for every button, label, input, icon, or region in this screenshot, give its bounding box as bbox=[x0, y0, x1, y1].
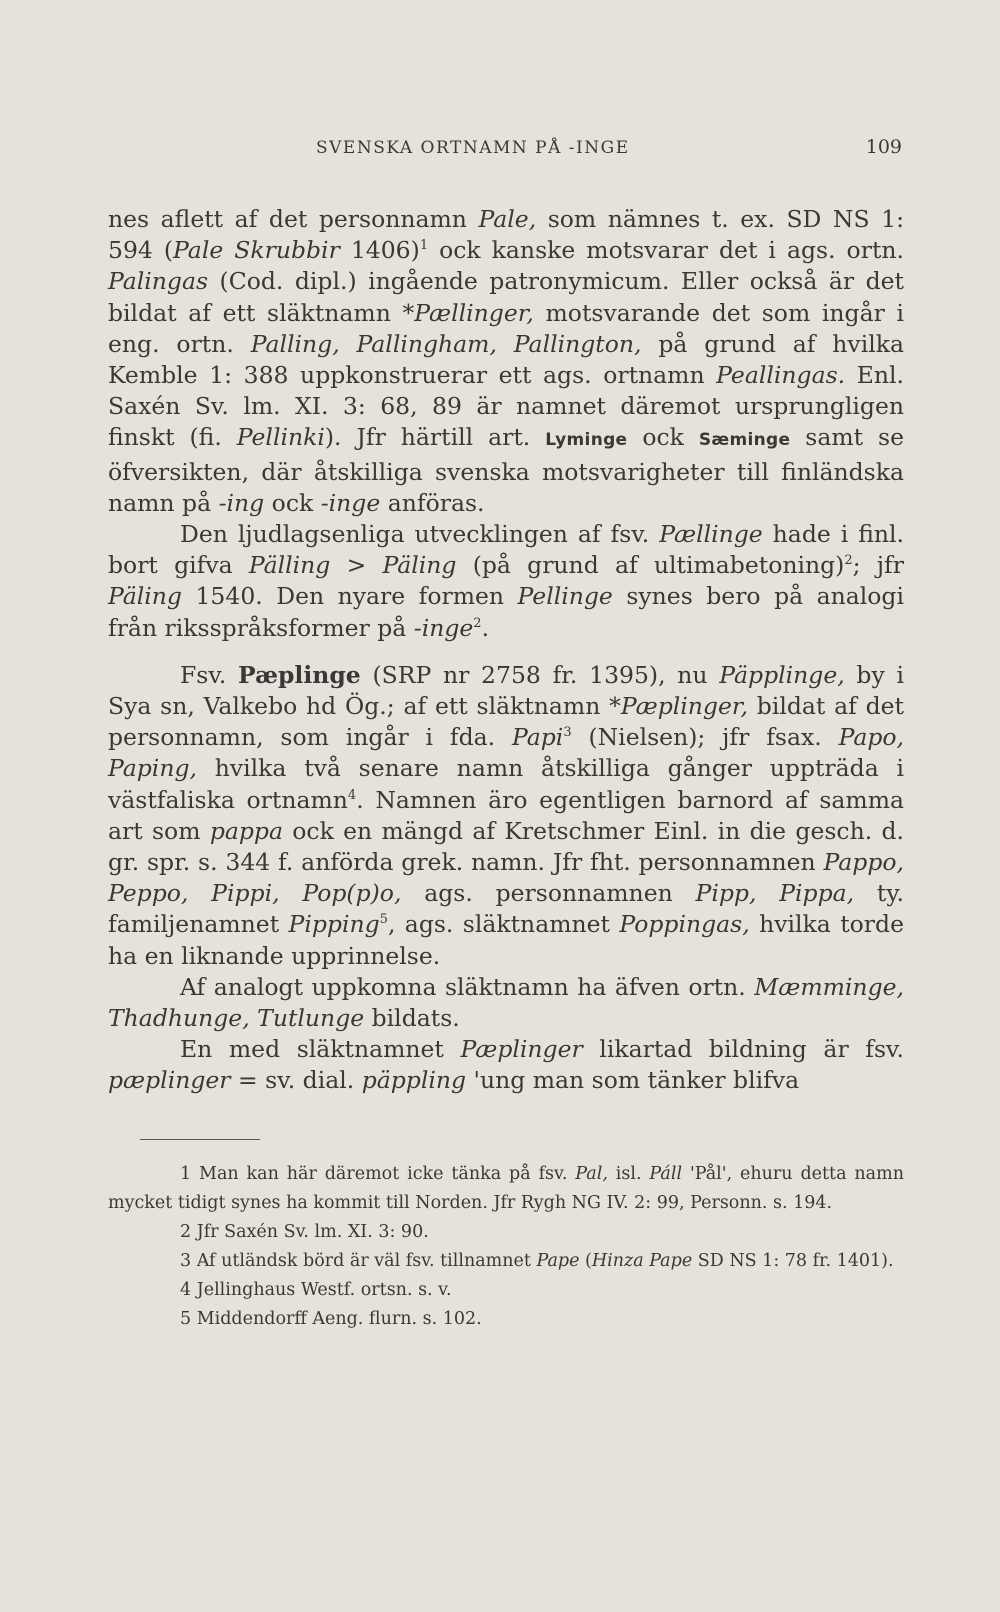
paragraph-analogt bbox=[108, 972, 904, 1034]
text-run: på grund af hvilka Kemble 1: 388 uppkonstruerar ett ags. ortnamn bbox=[108, 329, 904, 390]
italic-term: Pællinger, bbox=[414, 298, 534, 327]
italic-term: pappa bbox=[209, 816, 283, 845]
text-run: ock kanske motsvarar det i ags. ortn. bbox=[428, 236, 904, 265]
footnotes bbox=[108, 1160, 904, 1334]
italic-term: Pälling bbox=[248, 551, 331, 580]
page-number: 109 bbox=[865, 136, 902, 158]
text-run: 3 Af utländsk börd är väl fsv. tillnamnet bbox=[180, 1250, 537, 1271]
italic-term: -ing bbox=[218, 488, 265, 517]
text-run: (Cod. dipl.) ingående patronymicum. Eller också är det bildat af ett släktnamn * bbox=[108, 267, 904, 327]
italic-term: Päling bbox=[108, 582, 182, 611]
footnote-ref: 4 bbox=[347, 787, 357, 803]
footnote-divider bbox=[140, 1139, 260, 1140]
footnote-1 bbox=[108, 1160, 904, 1218]
text-run: som nämnes t. ex. SD NS 1: 594 ( bbox=[108, 205, 905, 265]
text-run: ). Jfr härtill art. bbox=[324, 423, 546, 452]
paragraph-pale bbox=[108, 204, 904, 519]
italic-term: Hinza Pape bbox=[591, 1250, 693, 1271]
italic-term: Pellinge bbox=[517, 582, 613, 611]
text-run: 1540. Den nyare formen bbox=[181, 582, 518, 611]
italic-term: Pæplinger bbox=[460, 1035, 583, 1064]
text-run: SD NS 1: 78 fr. 1401). bbox=[692, 1250, 894, 1271]
italic-term: Pale, bbox=[478, 205, 537, 233]
text-run: ock bbox=[627, 423, 699, 452]
text-run: (Nielsen); jfr fsax. bbox=[571, 723, 839, 752]
italic-term: Pal, bbox=[575, 1163, 608, 1184]
italic-term: Palling, Pallingham, Pallington, bbox=[250, 329, 642, 358]
italic-term: Poppingas, bbox=[619, 910, 750, 939]
text-run: by i Sya sn, Valkebo hd Ög.; af ett släktnamn * bbox=[108, 660, 904, 721]
footnote-5 bbox=[108, 1305, 904, 1334]
italic-term: -inge bbox=[413, 613, 474, 642]
text-run: isl. bbox=[607, 1163, 650, 1184]
footnote-ref: 2 bbox=[473, 615, 482, 631]
text-run: (på grund af ultimabetoning) bbox=[456, 551, 845, 580]
text-run: Af analogt uppkomna släktnamn ha äfven ortn. bbox=[180, 972, 755, 1001]
italic-term: Pællinge bbox=[659, 520, 763, 549]
footnote-ref: 2 bbox=[844, 553, 853, 569]
italic-term: Pellinki bbox=[236, 423, 325, 452]
running-title: SVENSKA ORTNAMN PÅ -INGE bbox=[316, 138, 630, 158]
paragraph-ljudlag bbox=[108, 519, 904, 644]
text-run: 1 Man kan här däremot icke tänka på fsv. bbox=[180, 1163, 576, 1184]
footnote-ref: 5 bbox=[379, 912, 388, 928]
text-run: 4 Jellinghaus Westf. ortsn. s. v. bbox=[180, 1279, 452, 1300]
italic-term: Páll bbox=[649, 1163, 683, 1184]
text-run: Den ljudlagsenliga utvecklingen af fsv. bbox=[180, 520, 660, 549]
text-run: bildat af det personnamn, som ingår i fda. bbox=[108, 692, 904, 752]
text-run: . bbox=[481, 613, 490, 642]
text-run: ; jfr bbox=[852, 551, 904, 580]
italic-term: Papi bbox=[511, 723, 564, 752]
text-run: hade i finl. bort gifva bbox=[108, 520, 904, 580]
italic-term: pæplinger bbox=[108, 1066, 231, 1095]
text-run: , ags. släktnamnet bbox=[387, 910, 620, 939]
text-run: synes bero på analogi från riksspråksformer på bbox=[108, 582, 904, 642]
text-run: bildats. bbox=[364, 1004, 460, 1033]
footnote-ref: 3 bbox=[563, 725, 572, 741]
text-run: 5 Middendorff Aeng. flurn. s. 102. bbox=[180, 1308, 482, 1329]
italic-term: Pæplinger, bbox=[620, 692, 748, 721]
italic-term: -inge bbox=[320, 488, 381, 517]
text-run: hvilka två senare namn åtskilliga gånger uppträda i västfaliska ortnamn bbox=[108, 754, 904, 814]
text-run: 'ung man som tänker blifva bbox=[466, 1066, 800, 1095]
paragraph-slaktnamnet bbox=[108, 1034, 904, 1096]
text-run: > bbox=[330, 551, 383, 580]
text-run: hvilka torde ha en liknande upprinnelse. bbox=[108, 910, 904, 970]
text-run: samt se öfversikten, där åtskilliga svenska motsvarigheter till finländska namn på bbox=[108, 423, 904, 517]
italic-term: Päpplinge, bbox=[719, 660, 845, 689]
text-run: = sv. dial. bbox=[230, 1066, 362, 1095]
text-run: En med släktnamnet bbox=[180, 1035, 461, 1064]
italic-term: Papo, Paping, bbox=[108, 723, 904, 783]
text-run: anföras. bbox=[380, 488, 485, 517]
text-run: 'Pål', ehuru detta namn mycket tidigt synes ha kommit till Norden. Jfr Rygh NG IV. 2: 99, Personn. s. 194. bbox=[108, 1163, 904, 1213]
italic-term: Peallingas. bbox=[716, 361, 846, 390]
text-run: motsvarande det som ingår i eng. ortn. bbox=[108, 298, 904, 358]
italic-term: Pipp, Pippa, bbox=[695, 879, 855, 908]
italic-term: Pipping bbox=[288, 910, 380, 939]
text-run: 1406) bbox=[339, 236, 420, 265]
body-text bbox=[108, 204, 904, 1097]
text-run: ( bbox=[579, 1250, 592, 1271]
footnote-4 bbox=[108, 1276, 904, 1305]
italic-term: Pappo, Peppo, Pippi, Pop(p)o, bbox=[108, 848, 904, 908]
headword: Pæplinge bbox=[238, 660, 361, 689]
italic-term: Mæmminge, Thadhunge, Tutlunge bbox=[108, 972, 904, 1033]
footnote-2 bbox=[108, 1218, 904, 1247]
text-run: Enl. Saxén Sv. lm. XI. 3: 68, 89 är namnet däremot ursprungligen finskt (fi. bbox=[108, 361, 904, 452]
text-run: 2 Jfr Saxén Sv. lm. XI. 3: 90. bbox=[180, 1221, 429, 1242]
paragraph-paeplinge bbox=[108, 660, 904, 972]
text-run: Fsv. bbox=[180, 660, 239, 689]
text-run: ty. familjenamnet bbox=[108, 879, 904, 939]
text-run: . Namnen äro egentligen barnord af samma art som bbox=[108, 785, 904, 845]
footnote-ref: 1 bbox=[419, 238, 429, 254]
footnote-3 bbox=[108, 1247, 904, 1276]
italic-term: Palingas bbox=[108, 267, 209, 296]
italic-term: Päling bbox=[382, 551, 457, 580]
text-run: nes aflett af det personnamn bbox=[108, 205, 479, 233]
article-ref: Sæminge bbox=[698, 430, 791, 451]
text-run: ock bbox=[264, 488, 321, 517]
text-run: (SRP nr 2758 fr. 1395), nu bbox=[360, 660, 720, 689]
running-head bbox=[108, 126, 904, 156]
italic-term: Pape bbox=[536, 1250, 580, 1271]
text-run: ock en mängd af Kretschmer Einl. in die gesch. d. gr. spr. s. 344 f. anförda grek. namn. Jfr fht. personnamnen bbox=[108, 816, 905, 877]
italic-term: Pale Skrubbir bbox=[173, 236, 340, 265]
text-run: likartad bildning är fsv. bbox=[582, 1035, 904, 1064]
article-ref: Lyminge bbox=[545, 430, 628, 451]
text-run: ags. personnamnen bbox=[401, 879, 696, 908]
italic-term: päppling bbox=[361, 1066, 467, 1095]
